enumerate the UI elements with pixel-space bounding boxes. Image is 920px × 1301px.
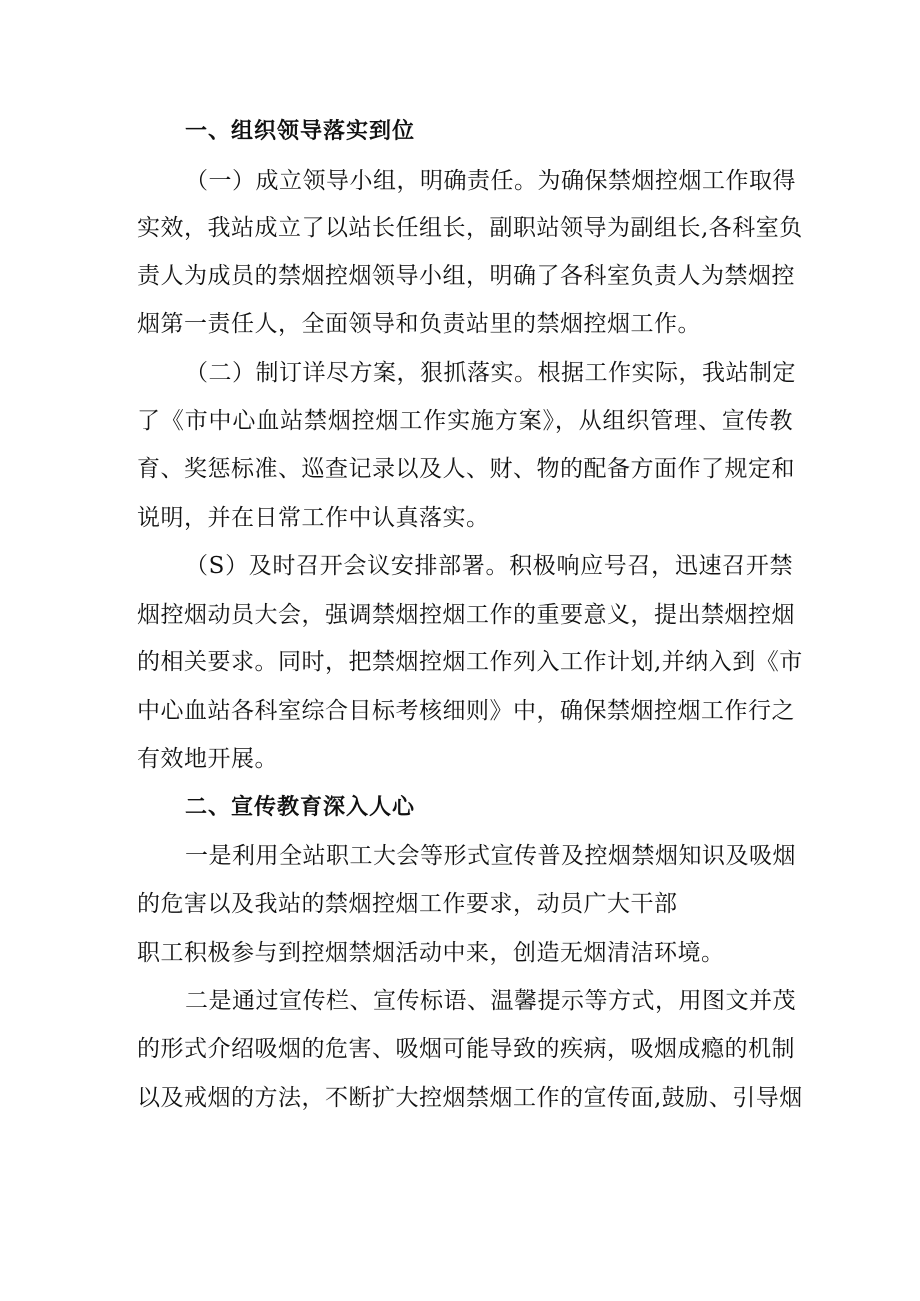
section-1-para-3-line-5: 有效地开展。 (137, 746, 278, 772)
section-1-para-2-line-3: 育、奖惩标准、巡查记录以及人、财、物的配备方面作了规定和 (137, 456, 795, 482)
section-2-para-2-line-1: 二是通过宣传栏、宣传标语、温馨提示等方式，用图文并茂 (185, 988, 796, 1014)
section-2-para-2-line-2: 的形式介绍吸烟的危害、吸烟可能导致的疾病，吸烟成瘾的机制 (137, 1036, 795, 1062)
section-2-heading: 二、宣传教育深入人心 (185, 795, 416, 820)
section-2-para-1-line-1: 一是利用全站职工大会等形式宣传普及控烟禁烟知识及吸烟 (185, 843, 796, 869)
section-1-para-1-line-1: （一）成立领导小组，明确责任。为确保禁烟控烟工作取得 (185, 168, 796, 194)
section-2-para-1-line-2: 的危害以及我站的禁烟控烟工作要求，动员广大干部 (137, 891, 678, 917)
section-1-para-3-line-3: 的相关要求。同时，把禁烟控烟工作列入工作计划,并纳入到《市 (137, 649, 803, 675)
section-1-para-3-line-4: 中心血站各科室综合目标考核细则》中，确保禁烟控烟工作行之 (137, 698, 795, 724)
section-2-para-1-line-3: 职工积极参与到控烟禁烟活动中来，创造无烟清洁环境。 (137, 940, 725, 966)
section-1-para-2-line-1: （二）制订详尽方案，狠抓落实。根据工作实际，我站制定 (185, 360, 796, 386)
section-1-para-1-line-4: 烟第一责任人，全面领导和负责站里的禁烟控烟工作。 (137, 311, 701, 337)
section-1-para-1-line-2: 实效，我站成立了以站长任组长，副职站领导为副组长,各科室负 (137, 215, 803, 241)
section-1-para-3-line-2: 烟控烟动员大会，强调禁烟控烟工作的重要意义，提出禁烟控烟 (137, 602, 795, 628)
section-1-para-2-line-2: 了《市中心血站禁烟控烟工作实施方案》，从组织管理、宣传教 (137, 408, 793, 434)
section-1-para-1-line-3: 责人为成员的禁烟控烟领导小组，明确了各科室负责人为禁烟控 (137, 263, 795, 289)
section-1-para-3-line-1: （S）及时召开会议安排部署。积极响应号召，迅速召开禁 (185, 553, 793, 579)
section-1-para-2-line-4: 说明，并在日常工作中认真落实。 (137, 505, 490, 531)
section-2-para-2-line-3: 以及戒烟的方法，不断扩大控烟禁烟工作的宣传面,鼓励、引导烟 (137, 1085, 803, 1111)
section-1-heading: 一、组织领导落实到位 (185, 119, 416, 144)
